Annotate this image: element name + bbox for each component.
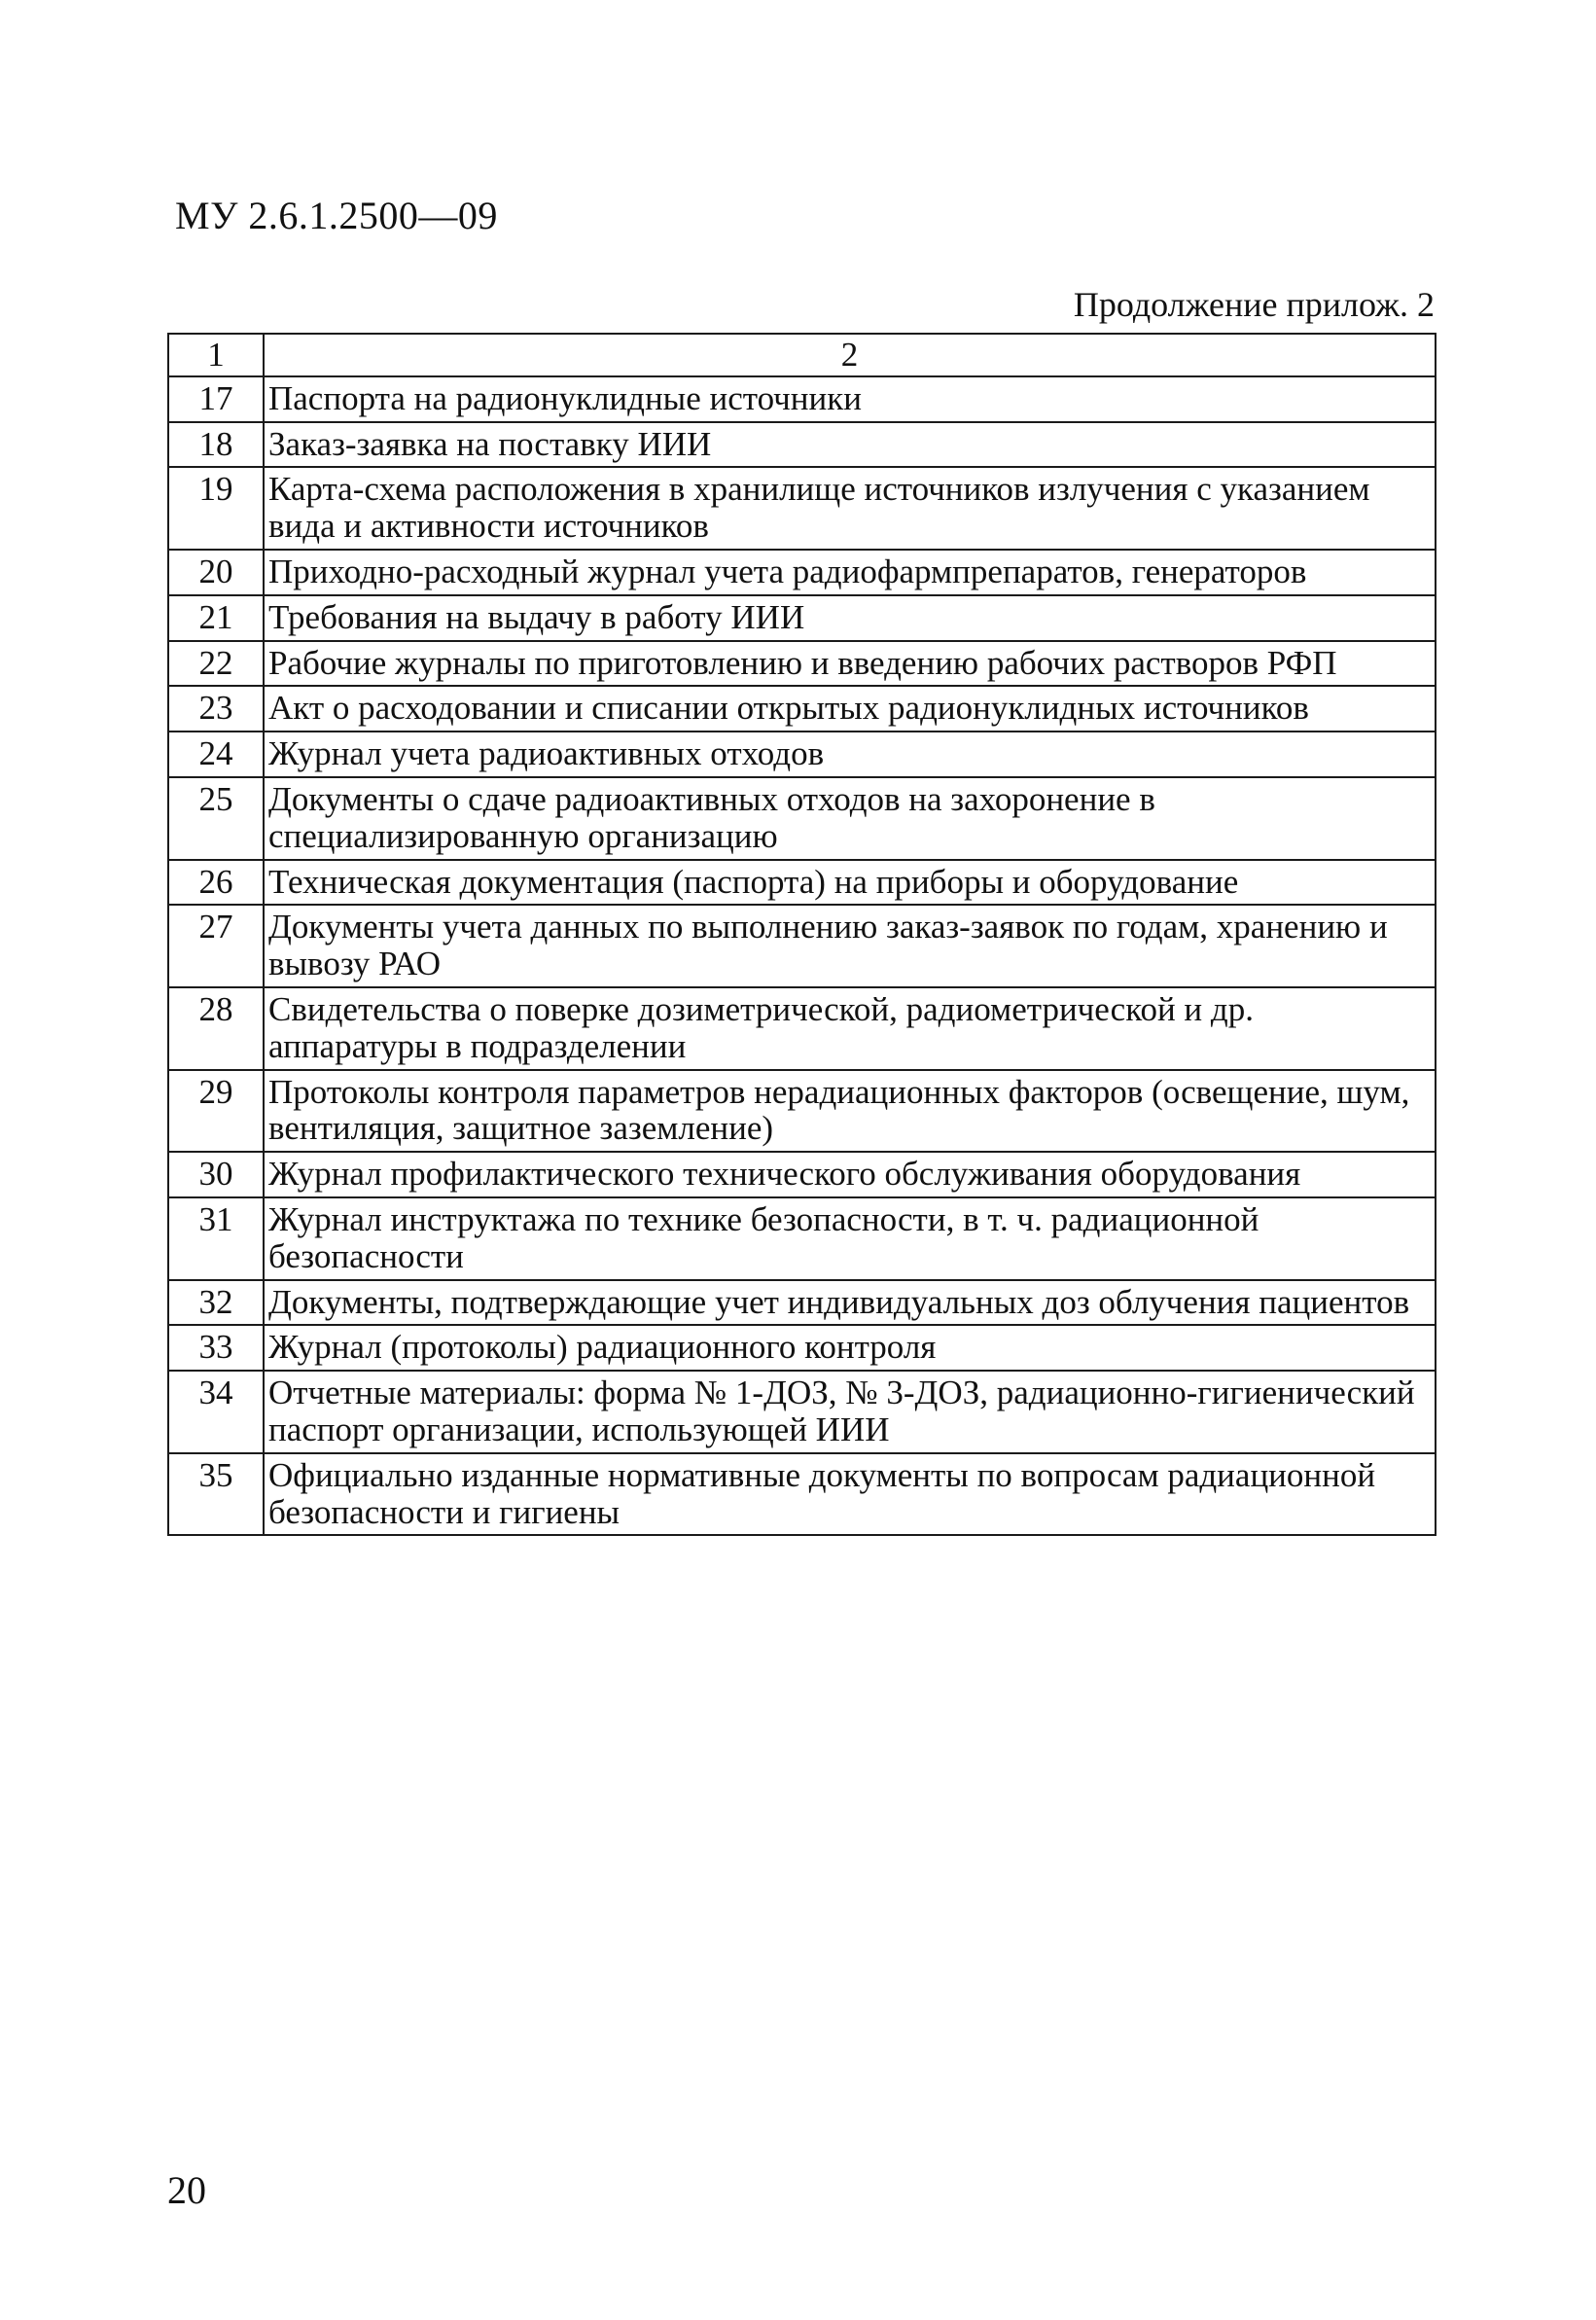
row-document: Акт о расходовании и списании открытых радионуклидных источников [264, 686, 1436, 732]
column-header-document: 2 [264, 334, 1436, 376]
row-document: Заказ-заявка на поставку ИИИ [264, 422, 1436, 468]
row-document: Отчетные материалы: форма № 1-ДОЗ, № 3-ДОЗ, радиационно-гигиенический паспорт организации, использующей ИИИ [264, 1371, 1436, 1453]
table-row [168, 595, 1436, 641]
row-number: 17 [168, 376, 264, 422]
row-number: 18 [168, 422, 264, 468]
row-document: Журнал (протоколы) радиационного контроля [264, 1325, 1436, 1371]
row-number: 28 [168, 987, 264, 1070]
row-number: 26 [168, 860, 264, 906]
row-document: Паспорта на радионуклидные источники [264, 376, 1436, 422]
table-row [168, 550, 1436, 595]
row-document: Журнал инструктажа по технике безопасности, в т. ч. радиационной безопасности [264, 1197, 1436, 1280]
row-number: 20 [168, 550, 264, 595]
table-row [168, 641, 1436, 687]
row-number: 24 [168, 732, 264, 777]
table-header-row [168, 334, 1436, 376]
table-row [168, 777, 1436, 860]
row-number: 21 [168, 595, 264, 641]
row-number: 30 [168, 1152, 264, 1197]
row-number: 25 [168, 777, 264, 860]
table-row [168, 860, 1436, 906]
row-number: 19 [168, 467, 264, 550]
table-row [168, 686, 1436, 732]
column-header-number: 1 [168, 334, 264, 376]
appendix-table [167, 333, 1436, 1536]
row-document: Журнал учета радиоактивных отходов [264, 732, 1436, 777]
row-document: Техническая документация (паспорта) на приборы и оборудование [264, 860, 1436, 906]
row-number: 22 [168, 641, 264, 687]
row-number: 33 [168, 1325, 264, 1371]
row-document: Журнал профилактического технического обслуживания оборудования [264, 1152, 1436, 1197]
row-number: 27 [168, 905, 264, 987]
page-number: 20 [167, 2168, 206, 2212]
row-document: Документы о сдаче радиоактивных отходов на захоронение в специализированную организацию [264, 777, 1436, 860]
table-row [168, 905, 1436, 987]
row-number: 29 [168, 1070, 264, 1153]
row-document: Официально изданные нормативные документы по вопросам радиационной безопасности и гигиены [264, 1453, 1436, 1536]
row-document: Свидетельства о поверке дозиметрической, радиометрической и др. аппаратуры в подразделении [264, 987, 1436, 1070]
table-row [168, 1152, 1436, 1197]
table-row [168, 1371, 1436, 1453]
table-row [168, 1453, 1436, 1536]
row-document: Требования на выдачу в работу ИИИ [264, 595, 1436, 641]
continuation-label: Продолжение прилож. 2 [1073, 285, 1435, 324]
table-row [168, 376, 1436, 422]
row-document: Приходно-расходный журнал учета радиофармпрепаратов, генераторов [264, 550, 1436, 595]
row-number: 34 [168, 1371, 264, 1453]
row-document: Карта-схема расположения в хранилище источников излучения с указанием вида и активности источников [264, 467, 1436, 550]
row-document: Рабочие журналы по приготовлению и введению рабочих растворов РФП [264, 641, 1436, 687]
table-row [168, 732, 1436, 777]
table-row [168, 1280, 1436, 1326]
table-row [168, 1325, 1436, 1371]
row-number: 23 [168, 686, 264, 732]
table-row [168, 422, 1436, 468]
table-row [168, 467, 1436, 550]
row-number: 31 [168, 1197, 264, 1280]
table-row [168, 987, 1436, 1070]
row-document: Документы учета данных по выполнению заказ-заявок по годам, хранению и вывозу РАО [264, 905, 1436, 987]
row-number: 32 [168, 1280, 264, 1326]
document-code: МУ 2.6.1.2500—09 [175, 194, 498, 237]
table-row [168, 1070, 1436, 1153]
table-row [168, 1197, 1436, 1280]
row-number: 35 [168, 1453, 264, 1536]
row-document: Протоколы контроля параметров нерадиационных факторов (освещение, шум, вентиляция, защитное заземление) [264, 1070, 1436, 1153]
row-document: Документы, подтверждающие учет индивидуальных доз облучения пациентов [264, 1280, 1436, 1326]
